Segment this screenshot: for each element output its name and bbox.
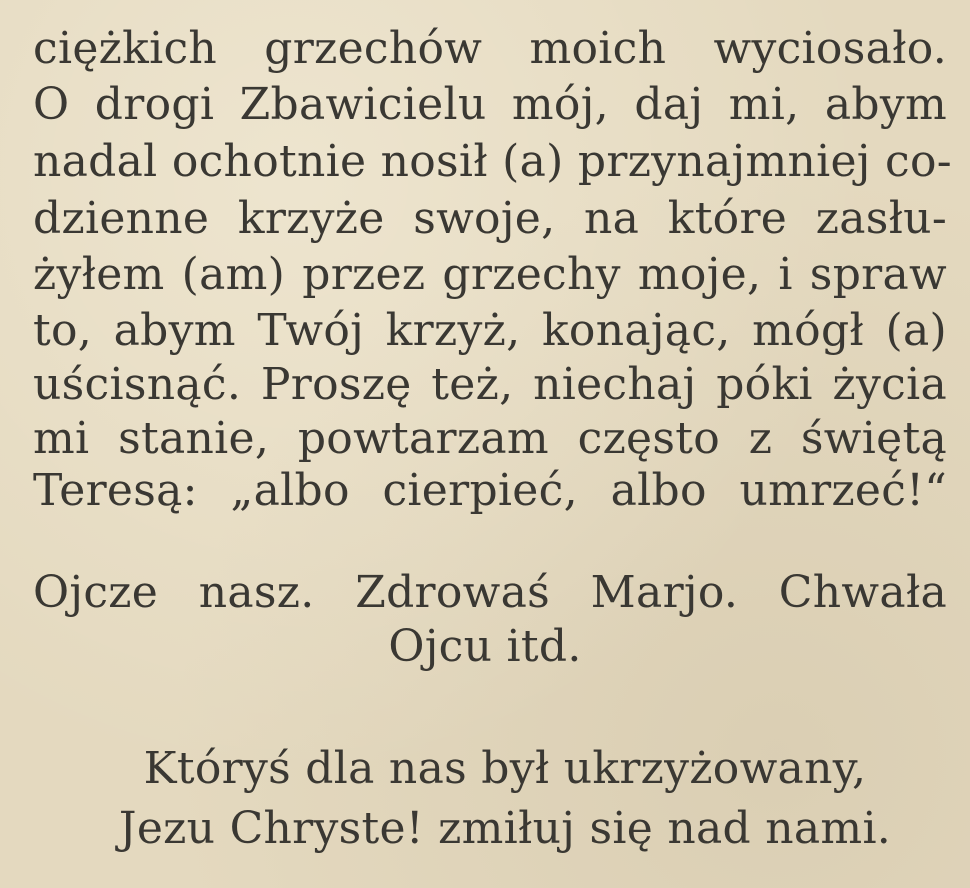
invocation-line-1: Któryś dla nas był ukrzyżowany, xyxy=(143,743,867,794)
prayers-line-1: Ojcze nasz. Zdrowaś Marjo. Chwała xyxy=(33,567,947,618)
paragraph-line-1: ciężkich grzechów moich wyciosało. xyxy=(33,23,947,74)
paragraph-line-5: żyłem (am) przez grzechy moje, i spraw xyxy=(33,249,947,300)
paragraph-line-7: uścisnąć. Proszę też, niechaj póki życia xyxy=(33,359,947,410)
prayers-line-2: Ojcu itd. xyxy=(388,621,582,672)
paragraph-line-9: Teresą: „albo cierpieć, albo umrzeć!“ xyxy=(33,465,947,516)
paragraph-line-6: to, abym Twój krzyż, konając, mógł (a) xyxy=(33,305,947,356)
invocation-line-2: Jezu Chryste! zmiłuj się nad nami. xyxy=(118,803,892,854)
paragraph-line-4: dzienne krzyże swoje, na które zasłu- xyxy=(33,193,947,244)
paragraph-line-8: mi stanie, powtarzam często z świętą xyxy=(33,413,947,464)
paragraph-line-3: nadal ochotnie nosił (a) przynajmniej co- xyxy=(33,136,952,187)
paragraph-line-2: O drogi Zbawicielu mój, daj mi, abym xyxy=(33,79,947,130)
